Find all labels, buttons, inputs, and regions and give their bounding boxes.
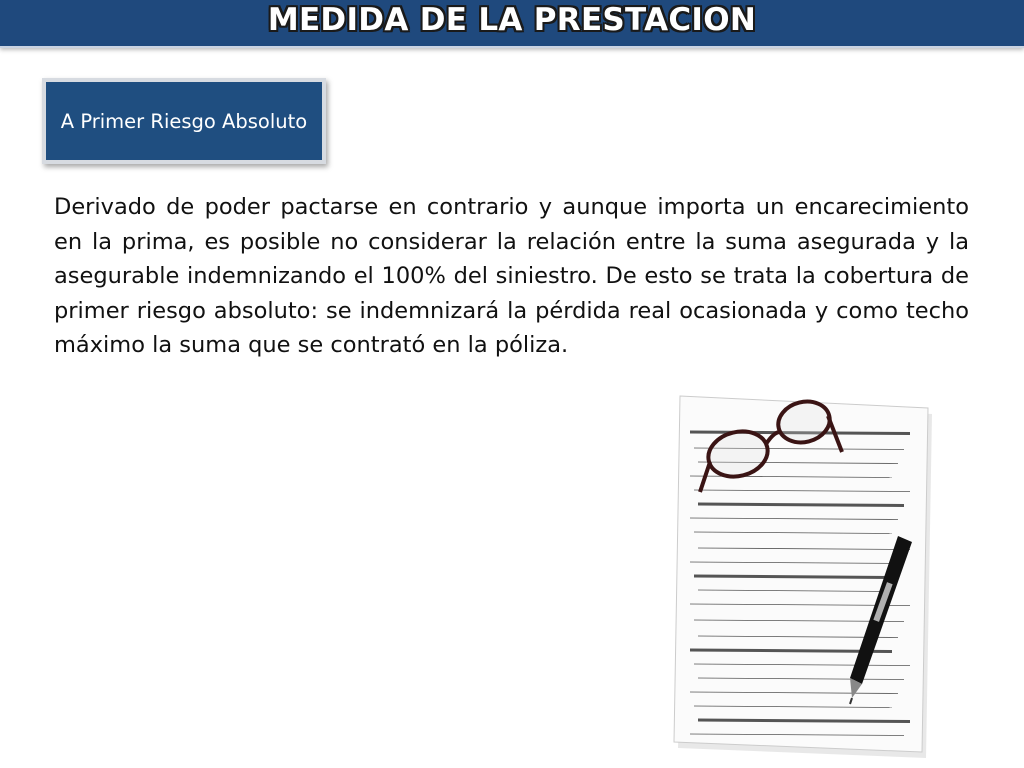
title-bar: [0, 0, 1024, 48]
form-line: [694, 576, 898, 578]
subtitle-box: [42, 78, 326, 164]
subtitle-label: A Primer Riesgo Absoluto: [46, 82, 322, 160]
body-paragraph: Derivado de poder pactarse en contrario y aunque importa un encarecimiento en la prima, es posible no considerar la relación entre la suma asegurada y la asegurable indemnizando el 100% del siniestro. De esto se trata la cobertura de primer riesgo absoluto: se indemnizará la pérdida real ocasionada y como techo máximo la suma que se contrató en la póliza.: [54, 194, 969, 358]
slide-title: MEDIDA DE LA PRESTACION: [267, 2, 757, 38]
form-line: [698, 504, 904, 506]
form-document-icon: [670, 392, 940, 762]
insurance-form-illustration: [670, 392, 940, 762]
form-line: [698, 720, 910, 722]
